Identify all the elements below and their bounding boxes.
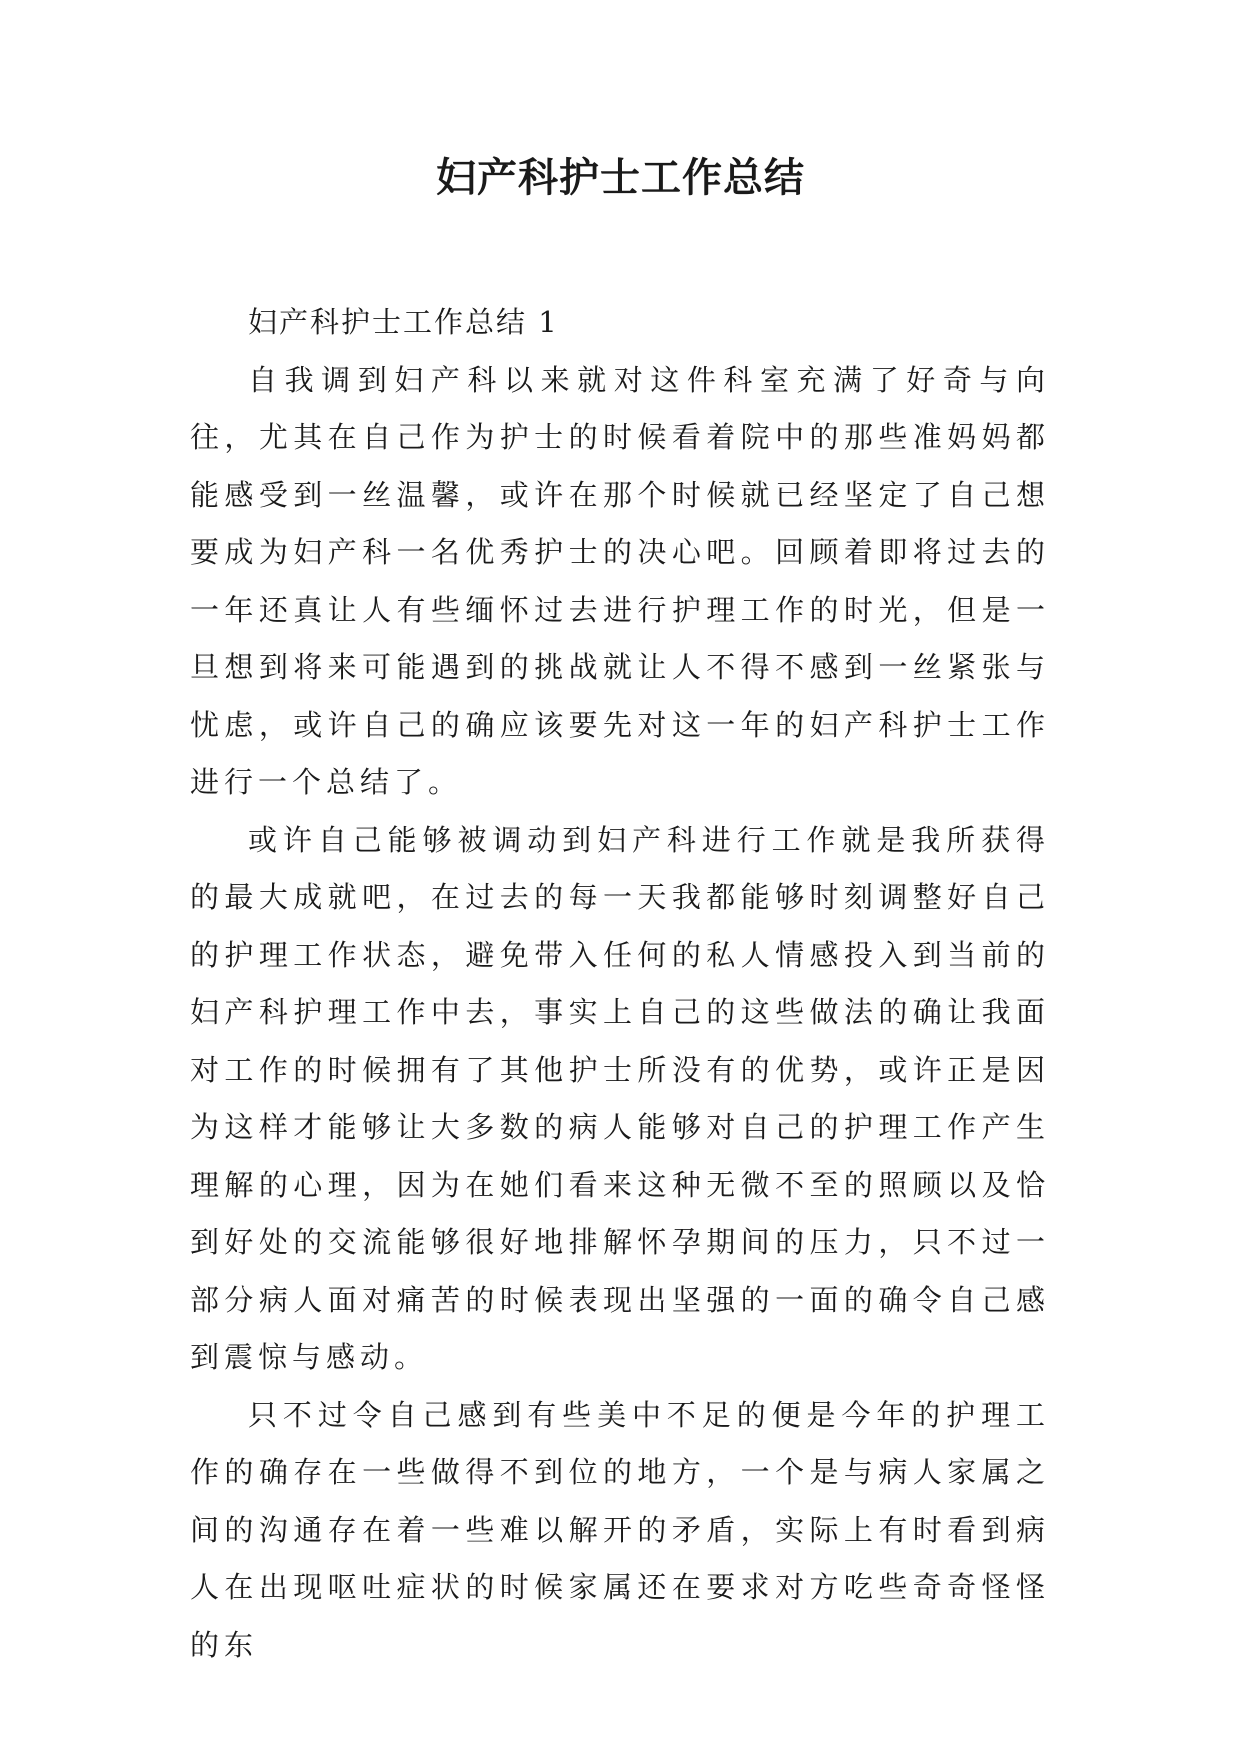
document-title: 妇产科护士工作总结 <box>436 154 805 201</box>
paragraph-1: 自我调到妇产科以来就对这件科室充满了好奇与向往，尤其在自己作为护士的时候看着院中的那些准妈妈都能感受到一丝温馨，或许在那个时候就已经坚定了自己想要成为妇产科一名优秀护士的决心吧。回顾着即将过去的一年还真让人有些缅怀过去进行护理工作的时光，但是一旦想到将来可能遇到的挑战就让人不得不感到一丝紧张与忧虑，或许自己的确应该要先对这一年的妇产科护士工作进行一个总结了。 <box>190 362 1050 799</box>
section-heading: 妇产科护士工作总结 1 <box>248 305 559 339</box>
document-body <box>190 294 1050 1674</box>
paragraph-3: 只不过令自己感到有些美中不足的便是今年的护理工作的确存在一些做得不到位的地方，一个是与病人家属之间的沟通存在着一些难以解开的矛盾，实际上有时看到病人在出现呕吐症状的时候家属还在要求对方吃些奇奇怪怪的东 <box>190 1397 1050 1662</box>
paragraph-2: 或许自己能够被调动到妇产科进行工作就是我所获得的最大成就吧，在过去的每一天我都能够时刻调整好自己的护理工作状态，避免带入任何的私人情感投入到当前的妇产科护理工作中去，事实上自己的这些做法的确让我面对工作的时候拥有了其他护士所没有的优势，或许正是因为这样才能够让大多数的病人能够对自己的护理工作产生理解的心理，因为在她们看来这种无微不至的照顾以及恰到好处的交流能够很好地排解怀孕期间的压力，只不过一部分病人面对痛苦的时候表现出坚强的一面的确令自己感到震惊与感动。 <box>190 822 1050 1374</box>
